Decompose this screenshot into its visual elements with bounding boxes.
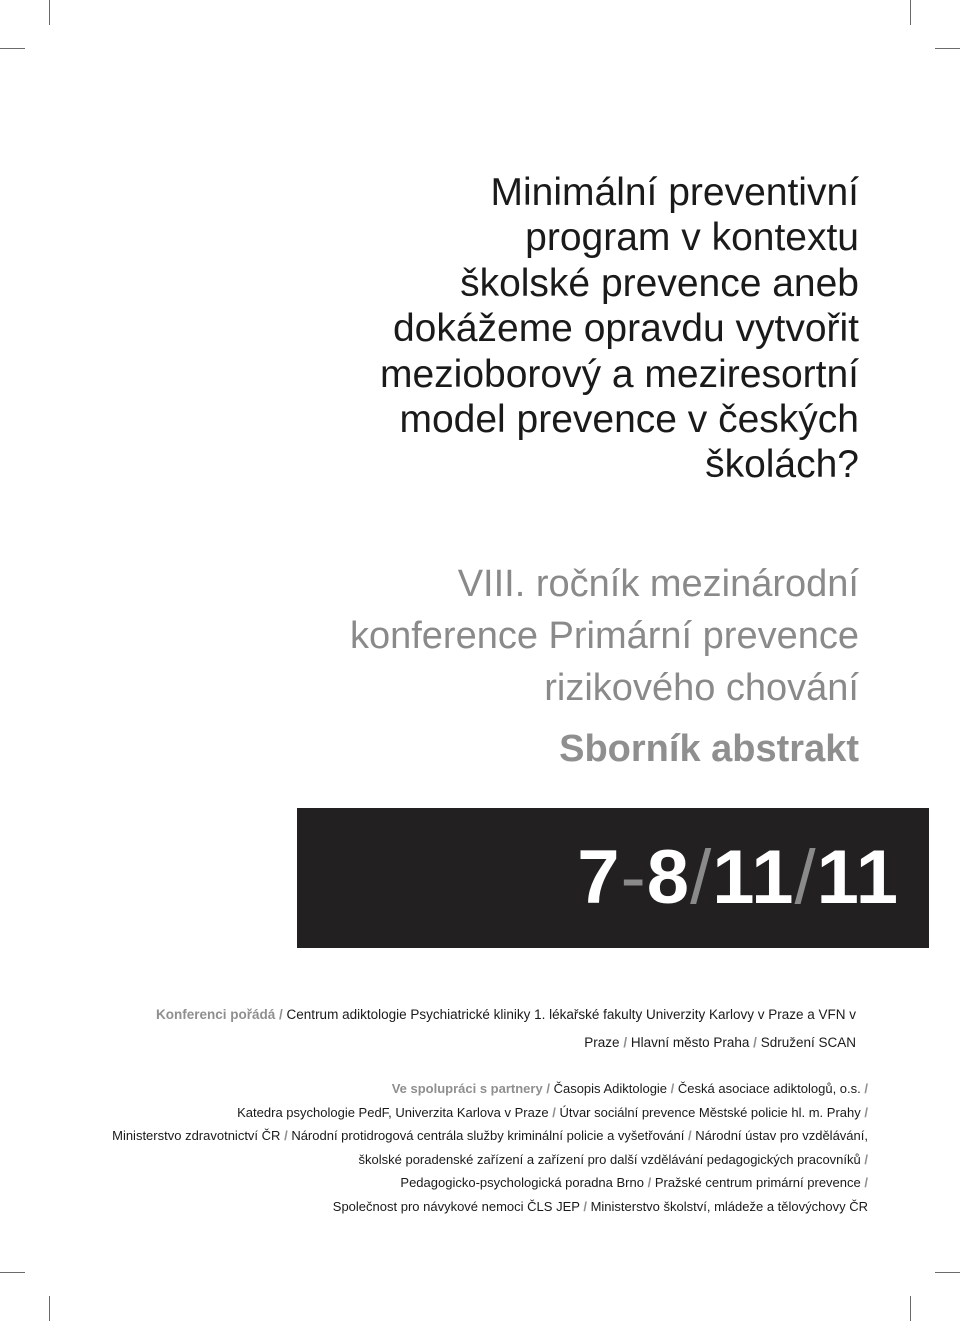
page-title (219, 170, 859, 488)
partner-item: Národní protidrogová centrála služby kriminální policie a vyšetřování (291, 1128, 685, 1144)
crop-mark-bottom-left (49, 1296, 50, 1321)
separator-slash: / (647, 1175, 652, 1191)
date-day-start: 7 (577, 835, 621, 920)
title-line: model prevence v českých (399, 398, 859, 442)
title-line: školách? (705, 443, 859, 487)
crop-mark-right-top (935, 48, 960, 49)
crop-mark-top-left (49, 0, 50, 25)
partners-block (88, 1077, 868, 1219)
partner-item: Pražské centrum primární prevence (654, 1175, 861, 1191)
separator-slash: / (552, 1104, 556, 1120)
organizers-block (136, 1001, 856, 1057)
date-year: 11 (816, 835, 899, 920)
partner-item: Katedra psychologie PedF, Univerzita Karlova v Praze (237, 1104, 549, 1120)
partner-item: Česká asociace adiktologů, o.s. (677, 1081, 861, 1096)
separator-slash: / (753, 1035, 757, 1050)
separator-slash: / (864, 1104, 868, 1120)
separator-slash: / (546, 1081, 550, 1096)
separator-slash: / (284, 1128, 288, 1144)
partner-item: Pedagogicko-psychologická poradna Brno (400, 1175, 644, 1191)
partner-item: Národní ústav pro vzdělávání, školské poradenské zařízení a zařízení pro další vzdělávání pedagogických pracovníků (358, 1128, 868, 1167)
sbornik-heading: Sborník abstrakt (559, 728, 859, 770)
separator-slash: / (864, 1151, 868, 1167)
date-separator: / (794, 835, 817, 920)
crop-mark-right-bottom (935, 1272, 960, 1273)
separator-slash: / (623, 1035, 628, 1050)
separator-slash: / (583, 1198, 587, 1214)
subtitle-line: konference Primární prevence (349, 615, 859, 657)
date-month: 11 (712, 835, 795, 920)
title-line: Minimální preventivní (490, 171, 859, 214)
date-day-end: 8 (646, 835, 691, 920)
partner-item: Ministerstvo školství, mládeže a tělovýchovy ČR (590, 1198, 868, 1214)
date-band (297, 808, 929, 948)
organizer-item: Centrum adiktologie Psychiatrické kliniky 1. lékařské fakulty Univerzity Karlovy v Praze a VFN v Praze (286, 1007, 856, 1050)
separator-slash: / (864, 1081, 868, 1096)
partner-item: Ministerstvo zdravotnictví ČR (112, 1128, 281, 1144)
crop-mark-left-bottom (0, 1272, 25, 1273)
organizers-label: Konferenci pořádá (155, 1007, 276, 1022)
partner-item: Společnost pro návykové nemoci ČLS JEP (332, 1198, 580, 1214)
separator-slash: / (279, 1007, 283, 1022)
title-line: dokážeme opravdu vytvořit (392, 307, 859, 351)
separator-slash: / (864, 1175, 868, 1191)
partner-item: Útvar sociální prevence Městské policie hl. m. Prahy (559, 1104, 861, 1120)
subtitle-line: VIII. ročník mezinárodní (457, 563, 859, 605)
separator-slash: / (688, 1128, 692, 1144)
subtitle-line: rizikového chování (544, 667, 859, 709)
title-line: program v kontextu (525, 216, 859, 260)
date-separator: / (690, 835, 713, 920)
partners-label: Ve spolupráci s partnery (391, 1081, 543, 1096)
separator-slash: / (670, 1081, 675, 1096)
conference-subtitle (159, 558, 859, 714)
partner-item: Časopis Adiktologie (553, 1081, 668, 1096)
crop-mark-top-right (910, 0, 911, 25)
crop-mark-bottom-right (910, 1296, 911, 1321)
title-line: školské prevence aneb (460, 261, 859, 305)
date-dash: - (620, 835, 647, 920)
conference-date (577, 833, 899, 923)
crop-mark-left-top (0, 48, 25, 49)
organizer-item: Hlavní město Praha (630, 1035, 750, 1050)
title-line: mezioborový a meziresortní (379, 352, 859, 396)
organizer-item: Sdružení SCAN (760, 1035, 856, 1050)
